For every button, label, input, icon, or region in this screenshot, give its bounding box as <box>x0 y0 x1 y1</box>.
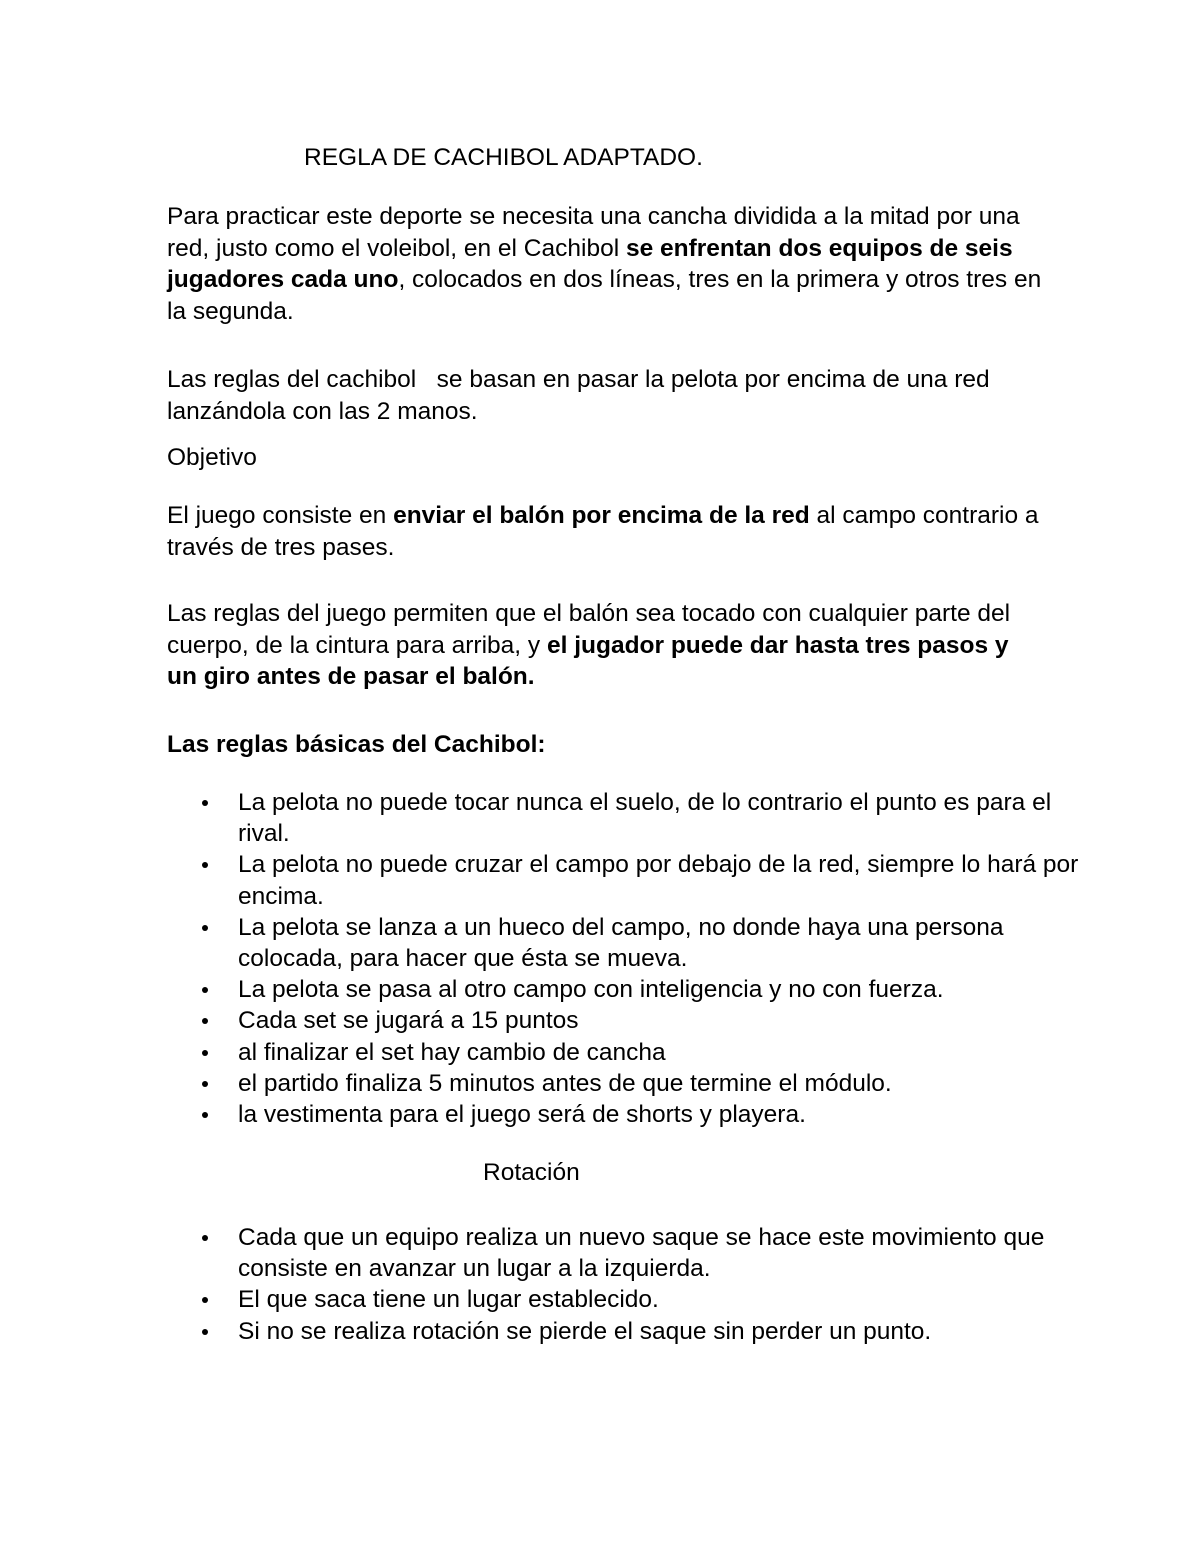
intro-text-bold: se enfrentan dos equipos de seis jugadores cada uno <box>167 234 1013 293</box>
list-item <box>200 849 1080 911</box>
objective-label: Objetivo <box>167 444 257 471</box>
objective-text-bold: enviar el balón por encima de la red <box>393 502 810 529</box>
intro-text-a: Para practicar este deporte se necesita una cancha dividida a la mitad por una red, justo como el voleibol, en el Cachibol <box>167 203 1020 262</box>
list-item <box>200 1099 1080 1130</box>
list-item <box>200 1316 1080 1347</box>
objective-text-a: El juego consiste en <box>167 502 394 529</box>
objective-text-c: al campo contrario a través de tres pases. <box>167 502 1039 561</box>
list-item <box>200 1222 1080 1284</box>
list-item-text: Cada set se jugará a 15 puntos <box>238 1007 579 1035</box>
list-item-text: El que saca tiene un lugar establecido. <box>238 1286 659 1314</box>
list-item-text: La pelota se lanza a un hueco del campo, no donde haya una persona colocada, para hacer que ésta se mueva. <box>238 913 1004 973</box>
list-item <box>200 1068 1080 1099</box>
bullet-icon <box>202 1235 208 1241</box>
document-title: REGLA DE CACHIBOL ADAPTADO. <box>304 144 703 171</box>
intro-text-c: , colocados en dos líneas, tres en la primera y otros tres en la segunda. <box>167 266 1042 325</box>
game-rules-text-a: Las reglas del juego permiten que el balón sea tocado con cualquier parte del cuerpo, de la cintura para arriba, y <box>167 600 1011 659</box>
bullet-icon <box>202 1018 208 1024</box>
list-item <box>200 787 1080 849</box>
list-item-text: Si no se realiza rotación se pierde el saque sin perder un punto. <box>238 1317 932 1345</box>
bullet-icon <box>202 1329 208 1335</box>
bullet-icon <box>202 1050 208 1056</box>
list-item <box>200 912 1080 974</box>
bullet-icon <box>202 987 208 993</box>
intro-paragraph <box>167 201 1067 327</box>
list-item <box>200 1005 1080 1036</box>
list-item <box>200 974 1080 1005</box>
rules-summary-paragraph: Las reglas del cachibol se basan en pasar la pelota por encima de una red lanzándola con las 2 manos. <box>167 366 997 425</box>
list-item-text: al finalizar el set hay cambio de cancha <box>238 1038 666 1066</box>
basic-rules-list <box>200 787 1080 1130</box>
bullet-icon <box>202 800 208 806</box>
list-item <box>200 1284 1080 1315</box>
rotation-heading: Rotación <box>483 1159 580 1186</box>
objective-paragraph <box>167 500 1047 563</box>
rotation-rules-list <box>200 1222 1080 1347</box>
bullet-icon <box>202 925 208 931</box>
game-rules-text-bold: el jugador puede dar hasta tres pasos y un giro antes de pasar el balón. <box>167 631 1009 690</box>
bullet-icon <box>202 1081 208 1087</box>
bullet-icon <box>202 1112 208 1118</box>
list-item-text: Cada que un equipo realiza un nuevo saque se hace este movimiento que consiste en avanzar un lugar a la izquierda. <box>238 1224 1045 1283</box>
list-item-text: La pelota no puede cruzar el campo por debajo de la red, siempre lo hará por encima. <box>238 851 1079 910</box>
list-item-text: La pelota no puede tocar nunca el suelo, de lo contrario el punto es para el rival. <box>238 789 1052 848</box>
bullet-icon <box>202 862 208 868</box>
list-item-text: la vestimenta para el juego será de shorts y playera. <box>238 1101 806 1129</box>
list-item-text: el partido finaliza 5 minutos antes de que termine el módulo. <box>238 1069 892 1097</box>
basic-rules-heading: Las reglas básicas del Cachibol: <box>167 731 546 758</box>
list-item <box>200 1037 1080 1068</box>
game-rules-paragraph <box>167 598 1017 693</box>
bullet-icon <box>202 1297 208 1303</box>
list-item-text: La pelota se pasa al otro campo con inteligencia y no con fuerza. <box>238 976 944 1004</box>
